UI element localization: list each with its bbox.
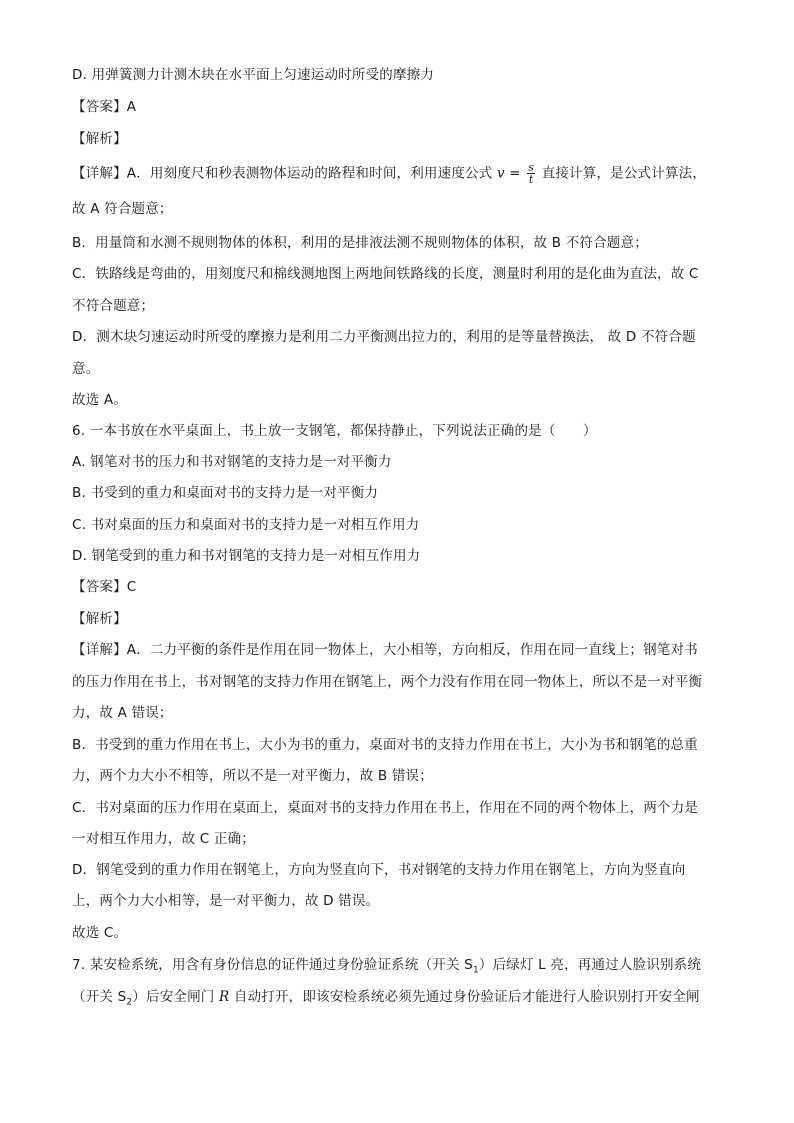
detail-line-a xyxy=(72,162,706,185)
answer-label-6: 【答案】C xyxy=(72,579,137,595)
q7-text-b: ）后绿灯 L 亮，再通过人脸识别系统 xyxy=(478,957,702,973)
question-7-line-1 xyxy=(72,956,701,974)
text-line: D．钢笔受到的重力作用在钢笔上，方向为竖直向下，书对钢笔的支持力作用在钢笔上，方向为竖直向 xyxy=(72,862,686,878)
answer-label-5: 【答案】A xyxy=(72,99,137,115)
detail-text-before: 【详解】A．用刻度尺和秒表测物体运动的路程和时间，利用速度公式 xyxy=(72,165,493,182)
q7-sub-2: 2 xyxy=(126,997,133,1008)
text-line: B．书受到的重力作用在书上，大小为书的重力，桌面对书的支持力作用在书上，大小为书和钢笔的总重 xyxy=(72,737,698,753)
conclusion-6: 故选 C。 xyxy=(72,925,128,941)
q7-r-symbol: R xyxy=(219,989,230,1005)
formula-numerator: s xyxy=(528,161,535,174)
question-6-option-a: A. 钢笔对书的压力和书对钢笔的支持力是一对平衡力 xyxy=(72,454,392,470)
text-line: 【详解】A．二力平衡的条件是作用在同一物体上，大小相等，方向相反，作用在同一直线上；钢笔对书 xyxy=(72,642,698,658)
conclusion-5: 故选 A。 xyxy=(72,392,128,408)
question-6-option-c: C. 书对桌面的压力和桌面对书的支持力是一对相互作用力 xyxy=(72,517,420,533)
question-7-line-2 xyxy=(72,988,700,1006)
formula-fraction xyxy=(527,162,535,185)
formula-v: v xyxy=(496,165,505,182)
text-line: C．铁路线是弯曲的，用刻度尺和棉线测地图上两地间铁路线的长度，测量时利用的是化曲为直法，故 C xyxy=(72,266,699,282)
option-d-prev: D. 用弹簧测力计测木块在水平面上匀速运动时所受的摩擦力 xyxy=(72,67,435,83)
text-line: 的压力作用在书上，书对钢笔的支持力作用在钢笔上，两个力没有作用在同一物体上，所以不是一对平衡 xyxy=(72,674,703,690)
text-line: 不符合题意； xyxy=(72,298,155,314)
q7-sub-1: 1 xyxy=(472,965,479,976)
text-line: B．用量筒和水测不规则物体的体积，利用的是排液法测不规则物体的体积，故 B 不符合题意； xyxy=(72,235,648,251)
text-line: 一对相互作用力，故 C 正确； xyxy=(72,831,256,847)
q7-text-e: 自动打开，即该安检系统必须先通过身份验证后才能进行人脸识别打开安全闸 xyxy=(229,989,700,1005)
text-line: 力，两个力大小不相等，所以不是一对平衡力，故 B 错误； xyxy=(72,768,433,784)
q7-text-a: 7. 某安检系统，用含有身份信息的证件通过身份验证系统（开关 S xyxy=(72,957,473,973)
detail-text-after: 直接计算，是公式计算法， xyxy=(541,165,707,182)
question-6-option-b: B. 书受到的重力和桌面对书的支持力是一对平衡力 xyxy=(72,485,379,501)
analysis-label-5: 【解析】 xyxy=(72,131,127,147)
text-line: D．测木块匀速运动时所受的摩擦力是利用二力平衡测出拉力的，利用的是等量替换法， 故 D 不符合题 xyxy=(72,329,696,345)
text-line: 上，两个力大小相等，是一对平衡力，故 D 错误。 xyxy=(72,893,380,909)
text-line: 故 A 符合题意； xyxy=(72,201,173,217)
text-line: 力，故 A 错误； xyxy=(72,705,173,721)
formula-denominator: t xyxy=(528,173,534,186)
q7-text-d: ）后安全闸门 xyxy=(132,989,220,1005)
text-line: 意。 xyxy=(72,361,100,377)
formula-equals: = xyxy=(509,165,521,182)
question-6-stem: 6. 一本书放在水平桌面上，书上放一支钢笔，都保持静止，下列说法正确的是（ ） xyxy=(72,423,597,439)
question-6-option-d: D. 钢笔受到的重力和书对钢笔的支持力是一对相互作用力 xyxy=(72,548,421,564)
analysis-label-6: 【解析】 xyxy=(72,611,127,627)
q7-text-c: （开关 S xyxy=(72,989,127,1005)
text-line: C．书对桌面的压力作用在桌面上，桌面对书的支持力作用在书上，作用在不同的两个物体上，两个力是 xyxy=(72,800,699,816)
